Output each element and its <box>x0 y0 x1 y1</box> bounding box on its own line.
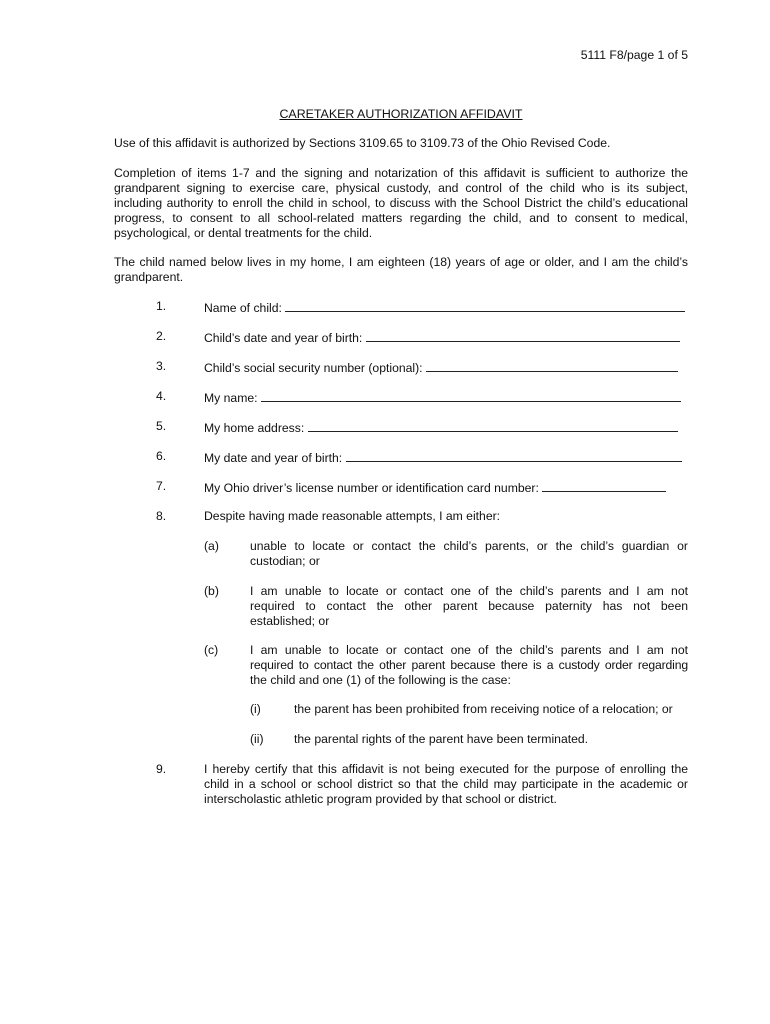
item-number: 8. <box>156 509 167 523</box>
option-line: the child and one (1) of the following is the case: <box>250 673 511 687</box>
sub-option-ii-text: the parental rights of the parent have been terminated. <box>294 732 589 746</box>
item-number: 5. <box>156 419 167 433</box>
option-line: I am unable to locate or contact one of the child’s parents and I am not <box>250 584 688 598</box>
paragraph-line: grandparent signing to exercise care, physical custody, and control of the child who is its subject, <box>114 181 688 195</box>
option-line: required to contact the other parent because paternity has not been <box>250 599 688 613</box>
paragraph-line: including authority to enroll the child in school, to discuss with the School District the child’s educational <box>114 196 688 210</box>
sub-option-label: (ii) <box>250 732 264 746</box>
item-number: 6. <box>156 449 167 463</box>
item-certification <box>204 762 688 807</box>
document-title: CARETAKER AUTHORIZATION AFFIDAVIT <box>279 107 523 121</box>
item-name-of-child <box>204 299 685 315</box>
name-of-child-field[interactable] <box>285 299 685 312</box>
option-label: (a) <box>204 539 219 553</box>
paragraph-line: grandparent. <box>114 270 184 284</box>
item-child-ssn <box>204 359 678 375</box>
sub-option-label: (i) <box>250 702 261 716</box>
paragraph-line: progress, to consent to all school-related matters regarding the child, and to consent to medical, <box>114 211 688 225</box>
item-my-name <box>204 389 681 405</box>
option-c-text <box>250 643 688 688</box>
option-line: established; or <box>250 614 330 628</box>
certification-line: I hereby certify that this affidavit is not being executed for the purpose of enrolling the <box>204 762 688 776</box>
option-line: required to contact the other parent because there is a custody order regarding <box>250 658 688 672</box>
option-label: (b) <box>204 584 219 598</box>
page-reference: 5111 F8/page 1 of 5 <box>580 48 688 62</box>
option-a-text <box>250 539 688 569</box>
item-reasonable-attempts <box>204 509 500 523</box>
item-number: 4. <box>156 389 167 403</box>
statement-paragraph <box>114 255 688 285</box>
item-license <box>204 479 666 495</box>
item-my-dob <box>204 449 682 465</box>
license-number-field[interactable] <box>542 479 666 492</box>
item-label: My date and year of birth: <box>204 451 343 465</box>
item-label: My Ohio driver’s license number or identification card number: <box>204 481 539 495</box>
certification-line: child in a school or school district so that the child may participate in the academic or <box>204 777 688 791</box>
item-child-dob <box>204 329 680 345</box>
option-b-text <box>250 584 688 629</box>
paragraph-line: psychological, or dental treatments for the child. <box>114 226 373 240</box>
paragraph-line: The child named below lives in my home, I am eighteen (18) years of age or older, and I am the child’s <box>114 255 688 269</box>
item-number: 2. <box>156 329 167 343</box>
item-number: 9. <box>156 762 167 776</box>
certification-line: interscholastic athletic program provided by that school or district. <box>204 792 557 806</box>
item-label: My name: <box>204 391 258 405</box>
home-address-field[interactable] <box>308 419 678 432</box>
item-label: Despite having made reasonable attempts, I am either: <box>204 509 501 523</box>
my-dob-field[interactable] <box>346 449 682 462</box>
sub-option-i-text: the parent has been prohibited from receiving notice of a relocation; or <box>294 702 673 716</box>
option-line: custodian; or <box>250 554 320 568</box>
child-ssn-field[interactable] <box>426 359 678 372</box>
item-number: 7. <box>156 479 167 493</box>
item-label: Child’s date and year of birth: <box>204 331 363 345</box>
my-name-field[interactable] <box>261 389 681 402</box>
completion-paragraph <box>114 166 688 241</box>
item-label: My home address: <box>204 421 305 435</box>
item-label: Child’s social security number (optional): <box>204 361 423 375</box>
item-number: 3. <box>156 359 167 373</box>
option-line: unable to locate or contact the child’s parents, or the child’s guardian or <box>250 539 688 553</box>
intro-paragraph: Use of this affidavit is authorized by Sections 3109.65 to 3109.73 of the Ohio Revised Code. <box>114 136 611 150</box>
item-number: 1. <box>156 299 167 313</box>
child-dob-field[interactable] <box>366 329 680 342</box>
option-line: I am unable to locate or contact one of the child’s parents and I am not <box>250 643 688 657</box>
item-label: Name of child: <box>204 301 282 315</box>
paragraph-line: Completion of items 1-7 and the signing and notarization of this affidavit is sufficient to authorize the <box>114 166 688 180</box>
item-home-address <box>204 419 678 435</box>
option-label: (c) <box>204 643 219 657</box>
